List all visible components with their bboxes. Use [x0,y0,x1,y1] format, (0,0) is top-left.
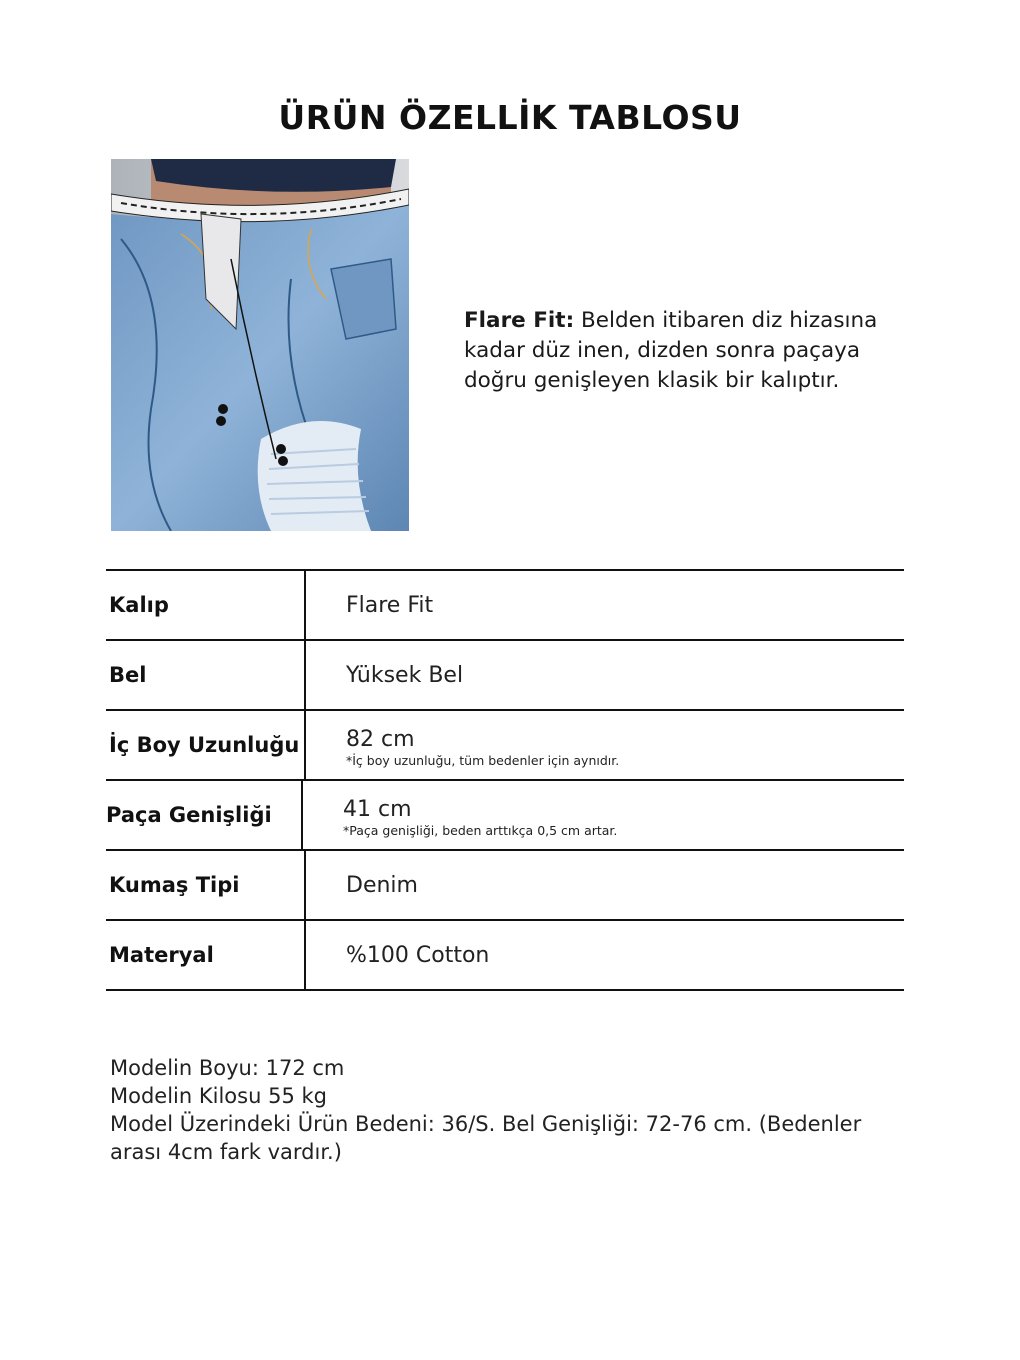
spec-value: %100 Cotton [346,942,490,968]
spec-note: *Paça genişliği, beden arttıkça 0,5 cm artar. [343,823,618,838]
spec-value: Flare Fit [346,592,434,618]
spec-label: Paça Genişliği [103,781,303,849]
model-weight: Modelin Kilosu 55 kg [110,1084,327,1108]
product-photo [111,159,409,531]
spec-value: 41 cm [343,797,412,822]
spec-label: Kumaş Tipi [106,851,306,919]
spec-row-materyal [106,921,904,991]
spec-label: Kalıp [106,571,306,639]
model-info [110,1054,900,1166]
spec-row-paca [106,781,904,851]
fit-description [464,306,924,396]
spec-table [106,569,904,991]
fit-name: Flare Fit: [464,308,575,333]
spec-row-kumas [106,851,904,921]
fit-text: Belden itibaren diz hizasına kadar düz inen, dizden sonra paçaya doğru genişleyen klasik bir kalıptır. [464,308,878,393]
model-height: Modelin Boyu: 172 cm [110,1056,345,1080]
spec-label: İç Boy Uzunluğu [106,711,306,779]
spec-row-ic-boy [106,711,904,781]
spec-label: Materyal [106,921,306,989]
model-size: Model Üzerindeki Ürün Bedeni: 36/S. Bel Genişliği: 72-76 cm. (Bedenler arası 4cm fark vardır.) [110,1112,862,1164]
page-title: ÜRÜN ÖZELLİK TABLOSU [278,98,742,137]
spec-label: Bel [106,641,306,709]
spec-value: 82 cm [346,727,415,752]
spec-row-bel [106,641,904,711]
spec-value: Denim [346,872,418,898]
spec-row-kalip [106,571,904,641]
spec-note: *İç boy uzunluğu, tüm bedenler için aynıdır. [346,753,620,768]
spec-value: Yüksek Bel [346,662,464,688]
